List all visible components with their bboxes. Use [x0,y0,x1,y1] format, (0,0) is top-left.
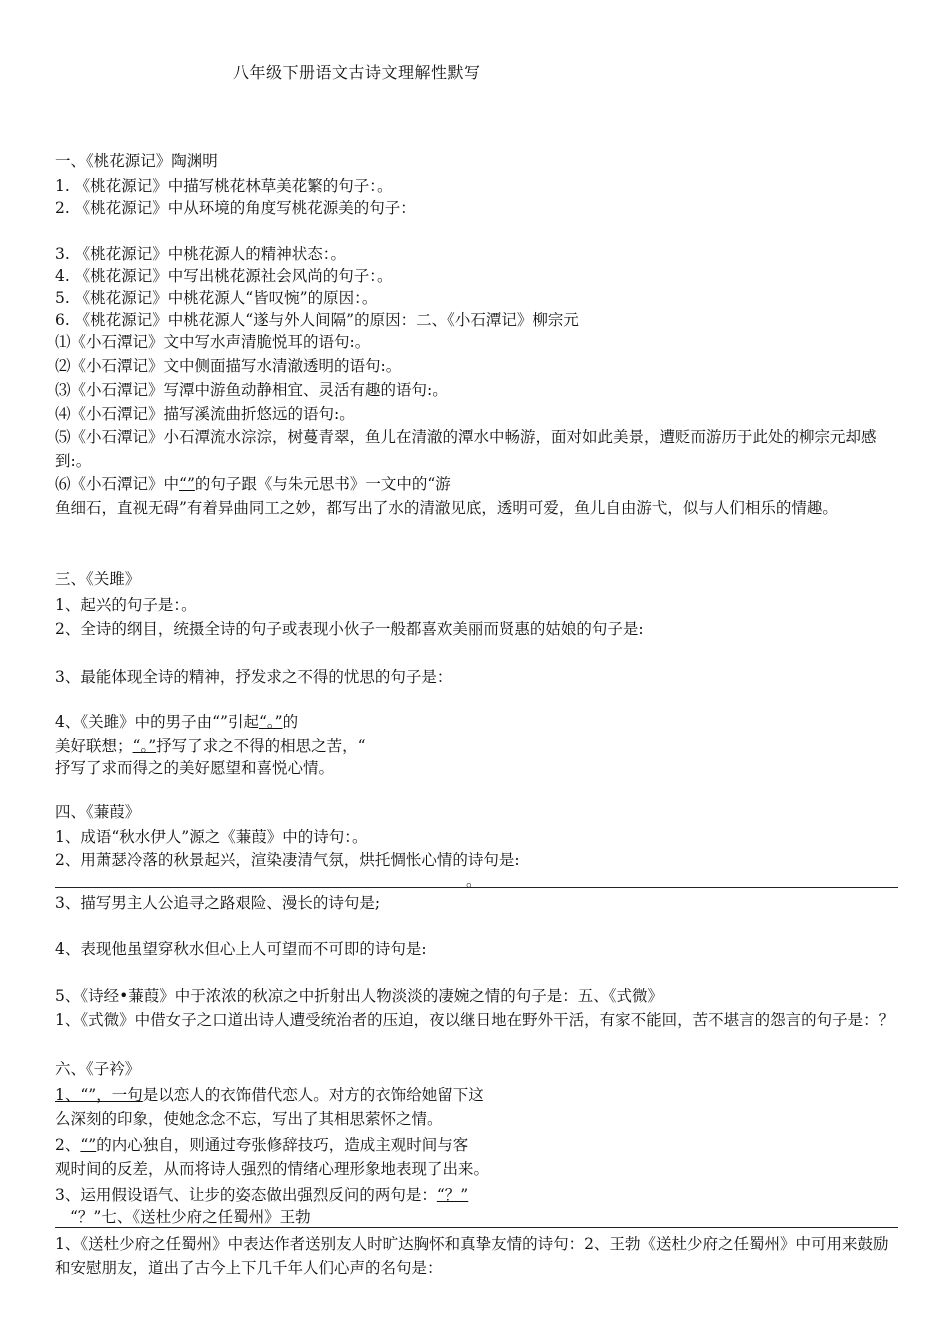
text-line: ⑷《小石潭记》描写溪流曲折悠远的语句:。 [55,405,355,423]
text-line: 3、描写男主人公追寻之路艰险、漫长的诗句是; [55,894,381,912]
text-segment: 抒写了求之不得的相思之苦，“ [156,737,366,755]
text-line: 2. 《桃花源记》中从环境的角度写桃花源美的句子： [55,199,416,217]
text-line [55,1134,900,1156]
text-line [55,473,900,495]
text-segment: 的句子跟《与朱元思书》一文中的“游 [194,475,451,493]
text-segment: 3、运用假设语气、让步的姿态做出强烈反问的两句是： [55,1186,437,1204]
text-line: 1. 《桃花源记》中描写桃花林草美花繁的句子：。 [55,177,393,195]
text-line [55,711,900,733]
text-paragraph: 1、《式微》中借女子之口道出诗人遭受统治者的压迫，夜以继日地在野外干活，有家不能回，苦不堪言的怨言的句子是：？ [55,1011,895,1029]
text-line: 么深刻的印象，使她念念不忘，写出了其相思萦怀之情。 [55,1110,443,1128]
blank-quote: “” [179,475,195,493]
section-heading: 一、《桃花源记》陶渊明 [55,152,218,170]
text-segment: ⑹《小石潭记》中 [55,475,180,493]
text-line: 。 [466,872,482,890]
text-line: 抒写了求而得之的美好愿望和喜悦心情。 [55,759,335,777]
blank-quote: “” [80,1136,97,1154]
text-line: 5. 《桃花源记》中桃花源人“皆叹惋”的原因：。 [55,289,378,307]
text-line: 3. 《桃花源记》中桃花源人的精神状态：。 [55,245,346,263]
blank-quote: “。” [132,737,157,755]
text-line [55,735,900,757]
text-line: ⑴《小石潭记》文中写水声清脆悦耳的语句:。 [55,333,371,351]
text-line: 6. 《桃花源记》中桃花源人“遂与外人间隔”的原因：二、《小石潭记》柳宗元 [55,311,579,329]
text-line: 2、全诗的纲目，统摄全诗的句子或表现小伙子一般都喜欢美丽而贤惠的姑娘的句子是: [55,620,644,638]
text-segment: 的内心独自，则通过夸张修辞技巧，造成主观时间与客 [96,1136,469,1154]
section-heading: 四、《蒹葭》 [55,803,141,821]
text-line: 1、成语“秋水伊人”源之《蒹葭》中的诗句：。 [55,828,368,846]
blank-quote: 1、“”，一句 [55,1086,143,1104]
document-title: 八年级下册语文古诗文理解性默写 [233,63,481,82]
text-segment: 4、《关雎》中的男子由“”引起 [55,713,259,731]
text-line: “？”七、《送杜少府之任蜀州》王勃 [70,1208,311,1226]
answer-line [55,887,898,888]
answer-line [55,1227,898,1228]
text-segment: 是以恋人的衣饰借代恋人。对方的衣饰给她留下这 [142,1086,484,1104]
text-segment: 美好联想； [55,737,133,755]
text-segment: 的 [282,713,299,731]
text-line: 2、用萧瑟冷落的秋景起兴，渲染凄清气氛，烘托惆怅心情的诗句是: [55,851,520,869]
text-line: ⑵《小石潭记》文中侧面描写水清澈透明的语句:。 [55,357,402,375]
text-line: 4. 《桃花源记》中写出桃花源社会风尚的句子：。 [55,267,393,285]
text-segment: 2、 [55,1136,81,1154]
section-heading: 三、《关雎》 [55,570,141,588]
text-paragraph: 1、《送杜少府之任蜀州》中表达作者送别友人时旷达胸怀和真挚友情的诗句：2、王勃《送杜少府之任蜀州》中可用来鼓励和安慰朋友，道出了古今上下几千年人们心声的名句是： [55,1235,889,1277]
text-line: 4、表现他虽望穿秋水但心上人可望而不可即的诗句是: [55,940,427,958]
text-line: 1、起兴的句子是：。 [55,596,197,614]
text-paragraph: 鱼细石，直视无碍”有着异曲同工之妙，都写出了水的清澈见底，透明可爱，鱼儿自由游弋，似与人们相乐的情趣。 [55,499,838,517]
section-heading: 六、《子衿》 [55,1060,141,1078]
text-line: 3、最能体现全诗的精神，抒发求之不得的忧思的句子是： [55,668,453,686]
text-line: ⑶《小石潭记》写潭中游鱼动静相宜、灵活有趣的语句:。 [55,381,448,399]
text-line [55,1084,900,1106]
blank-quote: “。” [258,713,283,731]
text-line [55,1184,900,1206]
text-line: 观时间的反差，从而将诗人强烈的情绪心理形象地表现了出来。 [55,1160,490,1178]
blank-quote: “？” [436,1186,469,1204]
text-paragraph: ⑸《小石潭记》小石潭流水淙淙，树蔓青翠，鱼儿在清澈的潭水中畅游，面对如此美景，遭贬而游历于此处的柳宗元却感到:。 [55,428,877,470]
text-line: 5、《诗经•蒹葭》中于浓浓的秋凉之中折射出人物淡淡的凄婉之情的句子是：五、《式微》 [55,987,664,1005]
